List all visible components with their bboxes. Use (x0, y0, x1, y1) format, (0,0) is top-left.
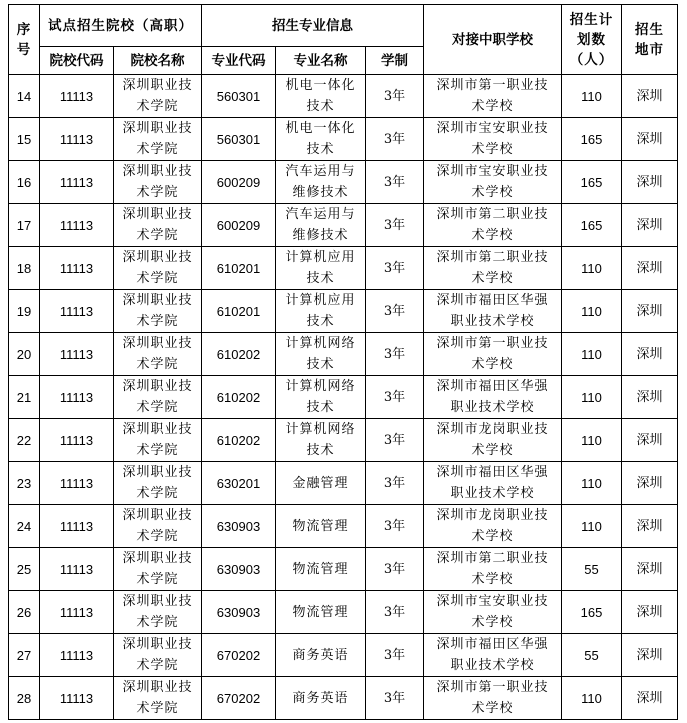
cell-partner-school: 深圳市第二职业技术学校 (424, 204, 562, 247)
cell-inst-name: 深圳职业技术学院 (114, 677, 202, 720)
cell-inst-name: 深圳职业技术学院 (114, 462, 202, 505)
cell-city: 深圳 (622, 505, 678, 548)
cell-major-name: 汽车运用与维修技术 (276, 204, 366, 247)
cell-major-name: 计算机网络技术 (276, 419, 366, 462)
cell-plan: 110 (562, 677, 622, 720)
table-row (9, 290, 678, 333)
cell-inst-code: 11113 (40, 75, 114, 118)
cell-major-code: 670202 (202, 677, 276, 720)
cell-plan: 165 (562, 204, 622, 247)
cell-plan: 110 (562, 462, 622, 505)
cell-seq: 17 (9, 204, 40, 247)
cell-seq: 22 (9, 419, 40, 462)
cell-inst-name: 深圳职业技术学院 (114, 118, 202, 161)
cell-partner-school: 深圳市宝安职业技术学校 (424, 118, 562, 161)
cell-duration: 3年 (366, 505, 424, 548)
cell-major-name: 计算机网络技术 (276, 376, 366, 419)
cell-partner-school: 深圳市宝安职业技术学校 (424, 591, 562, 634)
cell-inst-name: 深圳职业技术学院 (114, 548, 202, 591)
cell-city: 深圳 (622, 75, 678, 118)
header-inst-code: 院校代码 (40, 47, 114, 75)
cell-seq: 18 (9, 247, 40, 290)
cell-seq: 20 (9, 333, 40, 376)
cell-seq: 19 (9, 290, 40, 333)
cell-duration: 3年 (366, 548, 424, 591)
cell-partner-school: 深圳市宝安职业技术学校 (424, 161, 562, 204)
cell-major-code: 610202 (202, 376, 276, 419)
cell-duration: 3年 (366, 333, 424, 376)
cell-major-code: 560301 (202, 118, 276, 161)
cell-inst-name: 深圳职业技术学院 (114, 505, 202, 548)
table-row (9, 634, 678, 677)
cell-duration: 3年 (366, 247, 424, 290)
cell-city: 深圳 (622, 161, 678, 204)
cell-city: 深圳 (622, 204, 678, 247)
cell-major-name: 金融管理 (276, 462, 366, 505)
cell-duration: 3年 (366, 591, 424, 634)
cell-city: 深圳 (622, 462, 678, 505)
table-row (9, 75, 678, 118)
cell-inst-name: 深圳职业技术学院 (114, 247, 202, 290)
cell-plan: 110 (562, 75, 622, 118)
table-row (9, 333, 678, 376)
cell-city: 深圳 (622, 548, 678, 591)
cell-major-name: 商务英语 (276, 677, 366, 720)
cell-inst-code: 11113 (40, 247, 114, 290)
header-institution-group: 试点招生院校（高职） (40, 5, 202, 47)
cell-inst-name: 深圳职业技术学院 (114, 290, 202, 333)
cell-plan: 55 (562, 634, 622, 677)
cell-plan: 165 (562, 161, 622, 204)
cell-city: 深圳 (622, 419, 678, 462)
cell-partner-school: 深圳市福田区华强职业技术学校 (424, 376, 562, 419)
header-partner-school: 对接中职学校 (424, 5, 562, 75)
cell-duration: 3年 (366, 677, 424, 720)
cell-major-name: 物流管理 (276, 548, 366, 591)
cell-major-code: 670202 (202, 634, 276, 677)
cell-seq: 24 (9, 505, 40, 548)
cell-inst-code: 11113 (40, 591, 114, 634)
cell-major-code: 610201 (202, 290, 276, 333)
cell-inst-code: 11113 (40, 634, 114, 677)
cell-seq: 14 (9, 75, 40, 118)
header-plan: 招生计划数（人） (562, 5, 622, 75)
cell-duration: 3年 (366, 75, 424, 118)
cell-inst-code: 11113 (40, 548, 114, 591)
cell-major-code: 560301 (202, 75, 276, 118)
header-city: 招生地市 (622, 5, 678, 75)
cell-seq: 23 (9, 462, 40, 505)
cell-duration: 3年 (366, 204, 424, 247)
cell-duration: 3年 (366, 118, 424, 161)
cell-major-name: 计算机应用技术 (276, 290, 366, 333)
cell-city: 深圳 (622, 333, 678, 376)
cell-plan: 110 (562, 247, 622, 290)
cell-major-code: 600209 (202, 204, 276, 247)
cell-partner-school: 深圳市福田区华强职业技术学校 (424, 462, 562, 505)
cell-duration: 3年 (366, 376, 424, 419)
cell-major-name: 计算机应用技术 (276, 247, 366, 290)
cell-city: 深圳 (622, 591, 678, 634)
cell-seq: 27 (9, 634, 40, 677)
cell-inst-name: 深圳职业技术学院 (114, 591, 202, 634)
cell-duration: 3年 (366, 419, 424, 462)
cell-major-name: 物流管理 (276, 591, 366, 634)
cell-inst-code: 11113 (40, 118, 114, 161)
cell-duration: 3年 (366, 161, 424, 204)
cell-inst-code: 11113 (40, 161, 114, 204)
cell-inst-code: 11113 (40, 204, 114, 247)
cell-partner-school: 深圳市福田区华强职业技术学校 (424, 634, 562, 677)
cell-duration: 3年 (366, 290, 424, 333)
header-seq: 序号 (9, 5, 40, 75)
cell-city: 深圳 (622, 634, 678, 677)
cell-major-code: 610202 (202, 419, 276, 462)
cell-plan: 110 (562, 419, 622, 462)
cell-city: 深圳 (622, 290, 678, 333)
cell-major-name: 计算机网络技术 (276, 333, 366, 376)
cell-seq: 16 (9, 161, 40, 204)
table-body (9, 75, 678, 720)
cell-major-code: 630903 (202, 548, 276, 591)
cell-inst-name: 深圳职业技术学院 (114, 204, 202, 247)
cell-inst-code: 11113 (40, 333, 114, 376)
table-row (9, 376, 678, 419)
cell-seq: 21 (9, 376, 40, 419)
cell-inst-code: 11113 (40, 462, 114, 505)
cell-duration: 3年 (366, 634, 424, 677)
cell-inst-name: 深圳职业技术学院 (114, 419, 202, 462)
cell-partner-school: 深圳市第一职业技术学校 (424, 333, 562, 376)
cell-inst-name: 深圳职业技术学院 (114, 376, 202, 419)
table-row (9, 118, 678, 161)
cell-major-name: 汽车运用与维修技术 (276, 161, 366, 204)
cell-inst-code: 11113 (40, 419, 114, 462)
cell-partner-school: 深圳市第一职业技术学校 (424, 677, 562, 720)
cell-major-code: 630903 (202, 591, 276, 634)
cell-city: 深圳 (622, 677, 678, 720)
cell-partner-school: 深圳市第二职业技术学校 (424, 247, 562, 290)
table-row (9, 505, 678, 548)
header-inst-name: 院校名称 (114, 47, 202, 75)
header-duration: 学制 (366, 47, 424, 75)
cell-inst-code: 11113 (40, 505, 114, 548)
table-row (9, 591, 678, 634)
cell-city: 深圳 (622, 376, 678, 419)
cell-major-name: 机电一体化技术 (276, 75, 366, 118)
cell-seq: 15 (9, 118, 40, 161)
enrollment-table (8, 4, 678, 720)
table-row (9, 247, 678, 290)
cell-plan: 110 (562, 333, 622, 376)
cell-inst-name: 深圳职业技术学院 (114, 161, 202, 204)
cell-partner-school: 深圳市第一职业技术学校 (424, 75, 562, 118)
cell-major-code: 600209 (202, 161, 276, 204)
cell-major-code: 630201 (202, 462, 276, 505)
table-row (9, 548, 678, 591)
cell-major-name: 机电一体化技术 (276, 118, 366, 161)
header-major-code: 专业代码 (202, 47, 276, 75)
cell-plan: 165 (562, 118, 622, 161)
cell-inst-code: 11113 (40, 376, 114, 419)
cell-major-name: 物流管理 (276, 505, 366, 548)
cell-partner-school: 深圳市龙岗职业技术学校 (424, 419, 562, 462)
cell-major-name: 商务英语 (276, 634, 366, 677)
table-row (9, 677, 678, 720)
cell-inst-code: 11113 (40, 677, 114, 720)
cell-city: 深圳 (622, 247, 678, 290)
cell-plan: 110 (562, 505, 622, 548)
cell-city: 深圳 (622, 118, 678, 161)
cell-major-code: 630903 (202, 505, 276, 548)
header-major-name: 专业名称 (276, 47, 366, 75)
header-major-group: 招生专业信息 (202, 5, 424, 47)
cell-partner-school: 深圳市福田区华强职业技术学校 (424, 290, 562, 333)
cell-duration: 3年 (366, 462, 424, 505)
table-row (9, 204, 678, 247)
cell-seq: 26 (9, 591, 40, 634)
cell-seq: 25 (9, 548, 40, 591)
table-row (9, 419, 678, 462)
table-row (9, 161, 678, 204)
cell-seq: 28 (9, 677, 40, 720)
cell-plan: 110 (562, 290, 622, 333)
table-row (9, 462, 678, 505)
cell-plan: 110 (562, 376, 622, 419)
cell-inst-name: 深圳职业技术学院 (114, 634, 202, 677)
cell-major-code: 610201 (202, 247, 276, 290)
cell-inst-name: 深圳职业技术学院 (114, 75, 202, 118)
cell-plan: 165 (562, 591, 622, 634)
cell-partner-school: 深圳市第二职业技术学校 (424, 548, 562, 591)
cell-major-code: 610202 (202, 333, 276, 376)
cell-plan: 55 (562, 548, 622, 591)
cell-partner-school: 深圳市龙岗职业技术学校 (424, 505, 562, 548)
cell-inst-code: 11113 (40, 290, 114, 333)
cell-inst-name: 深圳职业技术学院 (114, 333, 202, 376)
